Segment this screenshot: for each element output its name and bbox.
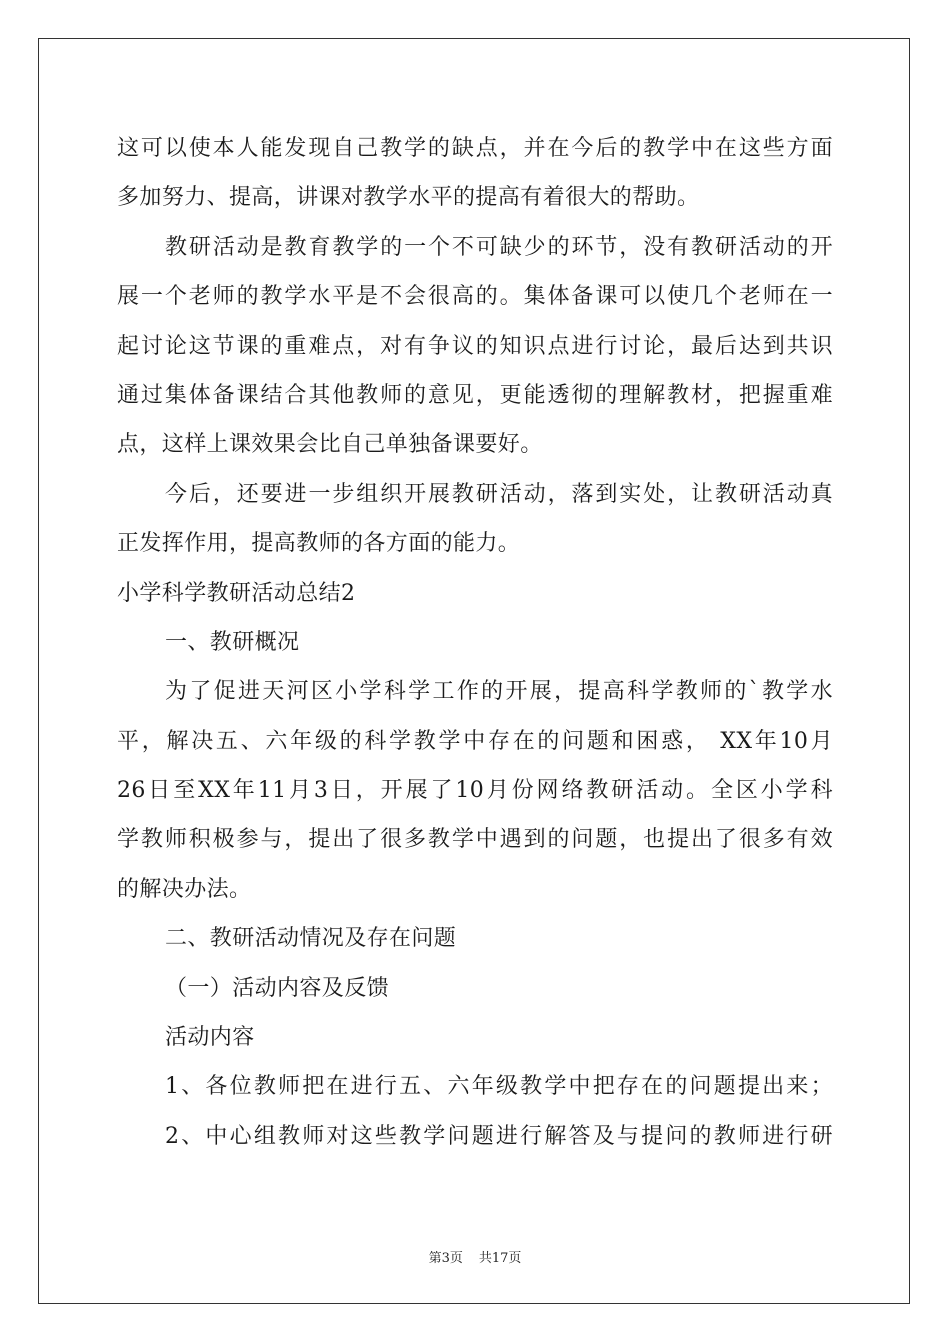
subheading-overview: 一、教研概况	[165, 629, 300, 655]
text-line-9: 正发挥作用，提高教师的各方面的能力。	[117, 531, 521, 557]
text-line-5: 起讨论这节课的重难点，对有争议的知识点进行讨论，最后达到共识	[117, 333, 833, 359]
subheading-activity-content: 活动内容	[165, 1025, 255, 1051]
text-line-12: 为了促进天河区小学科学工作的开展，提高科学教师的`教学水	[165, 679, 833, 705]
list-item-2: 2、中心组教师对这些教学问题进行解答及与提问的教师进行研	[165, 1123, 833, 1149]
text-line-4: 展一个老师的教学水平是不会很高的。集体备课可以使几个老师在一	[117, 284, 833, 310]
text-line-13: 平，解决五、六年级的科学教学中存在的问题和困惑， XX年10月	[117, 728, 833, 754]
list-item-1: 1、各位教师把在进行五、六年级教学中把存在的问题提出来；	[165, 1074, 833, 1100]
text-line-6: 通过集体备课结合其他教师的意见，更能透彻的理解教材，把握重难	[117, 382, 833, 408]
text-line-3: 教研活动是教育教学的一个不可缺少的环节，没有教研活动的开	[165, 234, 833, 260]
page-number: 第3页	[428, 1251, 463, 1266]
section-heading: 小学科学教研活动总结2	[117, 580, 356, 606]
text-line-2: 多加努力、提高，讲课对教学水平的提高有着很大的帮助。	[117, 185, 700, 211]
page-total: 共17页	[478, 1251, 522, 1266]
text-line-15: 学教师积极参与，提出了很多教学中遇到的问题，也提出了很多有效	[117, 827, 833, 853]
text-line-8: 今后，还要进一步组织开展教研活动，落到实处，让教研活动真	[165, 481, 833, 507]
text-line-14: 26日至XX年11月3日，开展了10月份网络教研活动。全区小学科	[117, 778, 833, 804]
text-line-7: 点，这样上课效果会比自己单独备课要好。	[117, 432, 543, 458]
subheading-activities: 二、教研活动情况及存在问题	[165, 926, 457, 952]
text-line-1: 这可以使本人能发现自己教学的缺点，并在今后的教学中在这些方面	[117, 136, 833, 161]
subheading-content-feedback: （一）活动内容及反馈	[165, 975, 390, 1001]
text-line-16: 的解决办法。	[117, 876, 252, 902]
document-body	[117, 124, 833, 1161]
page-footer	[0, 1247, 950, 1266]
